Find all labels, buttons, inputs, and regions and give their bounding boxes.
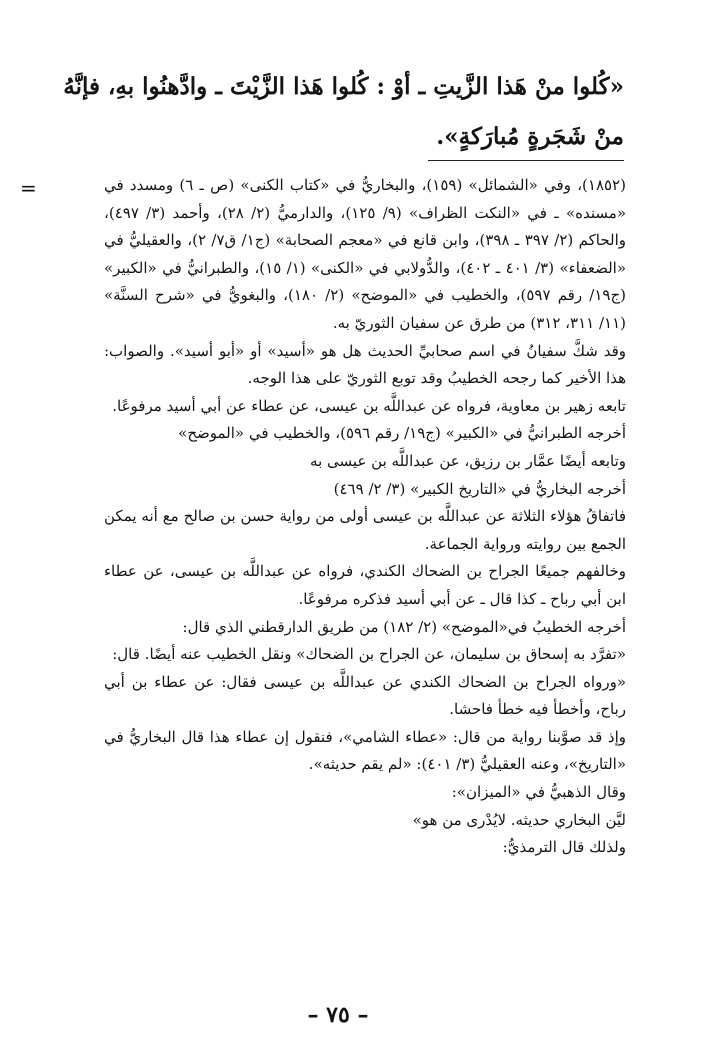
footnotes	[104, 172, 626, 862]
footnote-paragraph: ليَّن البخاري حديثه. لايُدْرى من هو»	[412, 810, 626, 829]
continuation-marker: =	[20, 176, 37, 200]
footnote-paragraph: ولذلك قال الترمذيُّ:	[502, 838, 626, 857]
footnote-paragraph: أخرجه البخاريُّ في «التاريخ الكبير» (٣/ ٢/ ٤٦٩)	[333, 479, 626, 498]
footnote-paragraph: وإذ قد صوَّبنا رواية من قال: «عطاء الشامي»، فنقول إن عطاء هذا قال البخاريُّ في «التاريخ»، وعنه العقيليُّ (٣/ ٤٠١): «لم يقم حديثه».	[104, 727, 626, 774]
footnote-paragraph: فاتفاقُ هؤلاء الثلاثة عن عبداللَّه بن عيسى أولى من رواية حسن بن صالح مع أنه يمكن الجمع بين روايته ورواية الجماعة.	[104, 507, 626, 553]
footnote-paragraph: وتابعه أيضًا عمَّار بن رزيق، عن عبداللَّه بن عيسى به	[310, 451, 626, 470]
footnote-separator	[428, 160, 624, 161]
footnote-paragraph: (١٨٥٢)، وفي «الشمائل» (١٥٩)، والبخاريُّ في «كتاب الكنى» (ص ـ ٦) ومسدد في «مسنده» ـ في «النكت الظراف» (٩/ ١٢٥)، والدارميُّ (٢/ ٢٨)، وأحمد (٣/ ٤٩٧)، والحاكم (٢/ ٣٩٧ ـ ٣٩٨)، وابن قانع في «معجم الصحابة» (ج١/ ق٧/ ٢)، والعقيليُّ في «الضعفاء» (٣/ ٤٠١ ـ ٤٠٢)، والدُّولابي في «الكنى» (١/ ١٥)، والطبرانيُّ في «الكبير» (ج١٩/ رقم ٥٩٧)، والخطيب في «الموضح» (٢/ ١٨٠)، والبغويُّ في «شرح السنَّة» (١١/ ٣١١، ٣١٢) من طرق عن سفيان الثوريّ به.	[104, 176, 627, 332]
hadith-text: «كُلوا منْ هَذا الزَّيتِ ـ أوْ : كُلوا هَذا الزَّيْتَ ـ وادَّهنُوا بهِ، فإنَّهُ منْ شَجَرةٍ مُبارَكةٍ».	[63, 73, 624, 150]
footnote-paragraph: وخالفهم جميعًا الجراح بن الضحاك الكندي، فرواه عن عبداللَّه بن عيسى، عن عطاء ابن أبي رباح ـ كذا قال ـ عن أبي أسيد فذكره مرفوعًا.	[104, 562, 626, 608]
footnote-paragraph: «تفرَّد به إسحاق بن سليمان، عن الجراح بن الضحاك» ونقل الخطيب عنه أيضًا. قال:	[112, 645, 626, 664]
footnote-paragraph: أخرجه الطبرانيُّ في «الكبير» (ج١٩/ رقم ٥٩٦)، والخطيب في «الموضح»	[178, 424, 626, 443]
footnote-paragraph: وقال الذهبيُّ في «الميزان»:	[451, 783, 626, 802]
footnote-paragraph: وقد شكَّ سفيانُ في اسم صحابيِّ الحديث هل هو «أسيد» أو «أبو أسيد». والصواب: هذا الأخير كما رجحه الخطيبُ وقد توبع الثوريّ على هذا الوجه.	[104, 341, 626, 388]
footnote-paragraph: أخرجه الخطيبُ في«الموضح» (٢/ ١٨٢) من طريق الدارقطني الذي قال:	[182, 617, 626, 636]
footnote-paragraph: «ورواه الجراح بن الضحاك الكندي عن عبداللَّه بن عيسى فقال: عن عطاء بن أبي رباح، وأخطأ فيه خطأ فاحشا.	[104, 672, 626, 719]
footnote-paragraph: تابعه زهير بن معاوية، فرواه عن عبداللَّه بن عيسى، عن عطاء عن أبي أسيد مرفوعًا.	[112, 396, 626, 415]
page-number: – ٧٥ –	[307, 1002, 369, 1028]
